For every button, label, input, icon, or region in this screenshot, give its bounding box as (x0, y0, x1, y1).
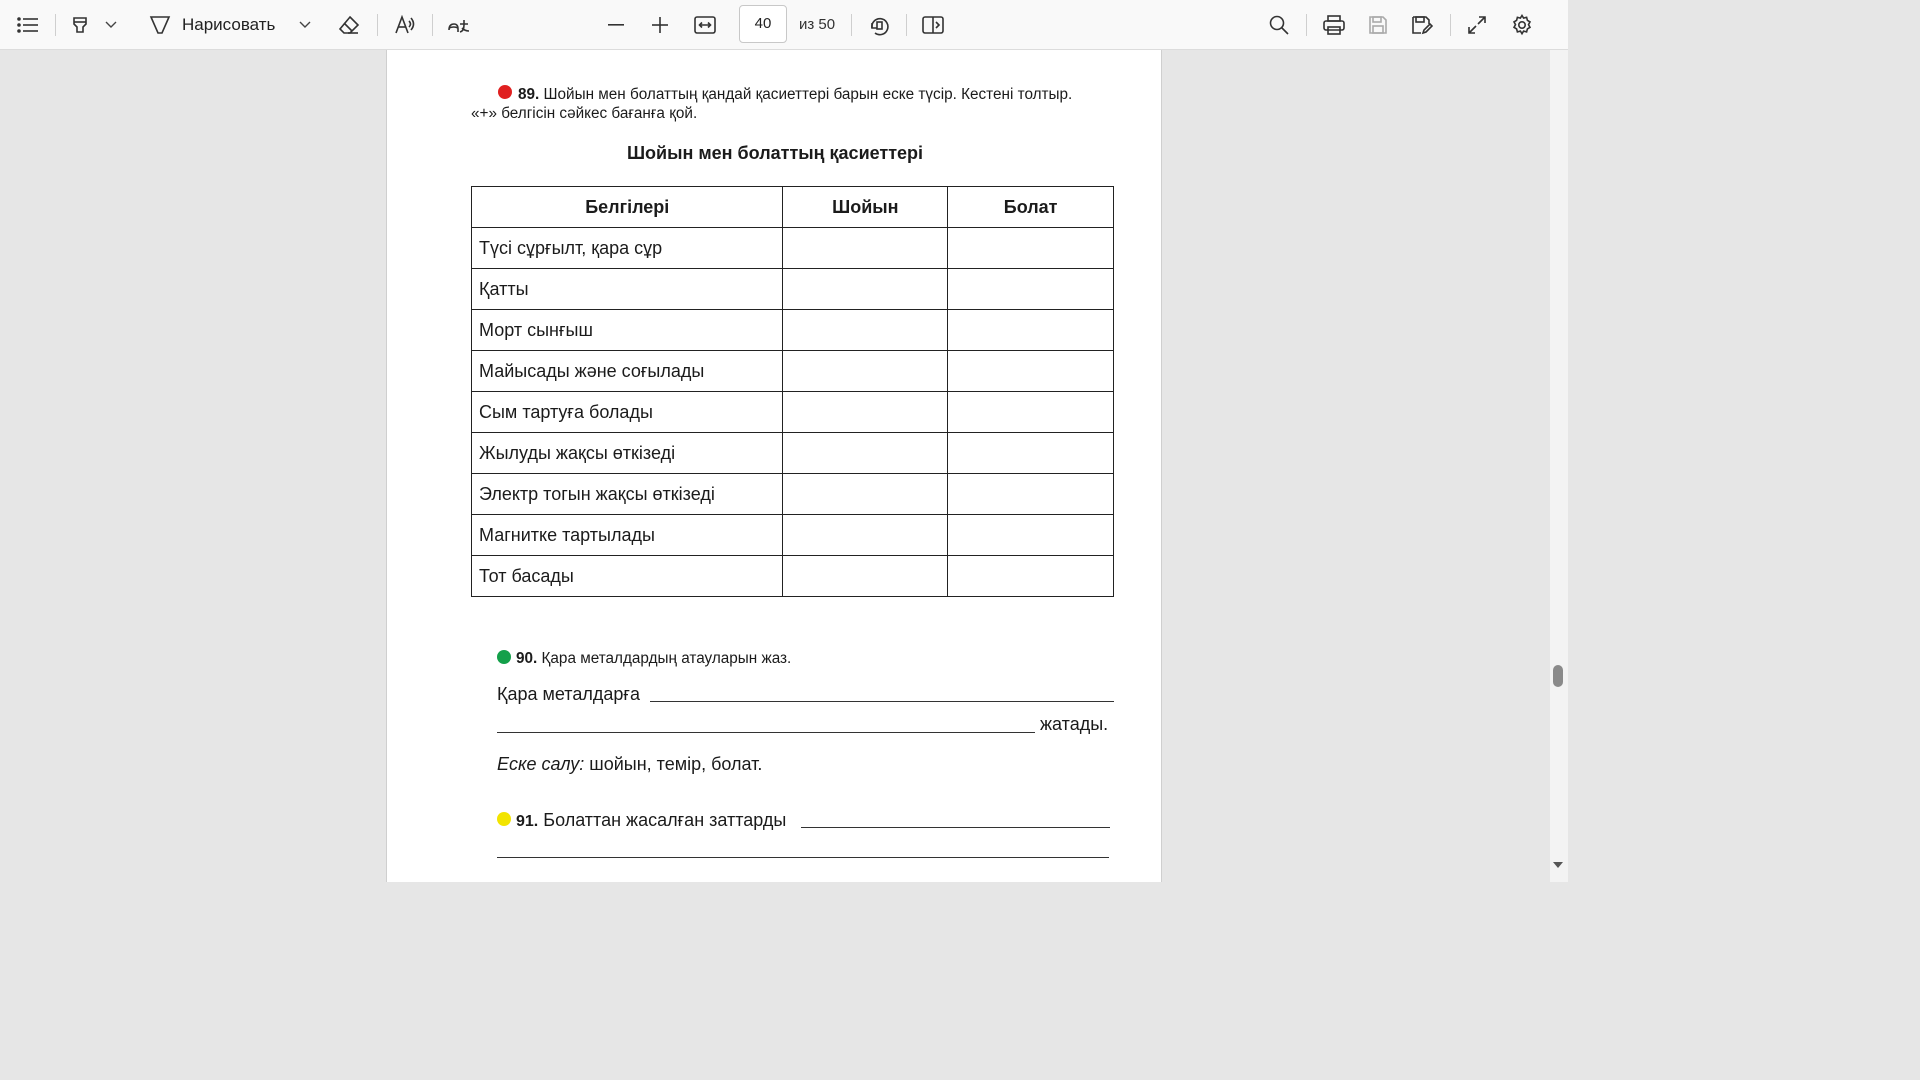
task-90-line (516, 650, 791, 668)
row-label: Электр тогын жақсы өткізеді (472, 474, 783, 515)
contents-icon[interactable] (12, 0, 44, 50)
task-89-text: Шойын мен болаттың қандай қасиеттері барын еске түсір. Кестені толтыр. (543, 86, 1073, 103)
immersive-reader-icon[interactable] (444, 0, 474, 50)
steel-cell (948, 392, 1114, 433)
steel-cell (948, 474, 1114, 515)
fullscreen-icon[interactable] (1462, 0, 1492, 50)
task-91-text: Болаттан жасалған заттарды (543, 810, 787, 830)
search-icon[interactable] (1264, 0, 1294, 50)
answer-line (650, 701, 1114, 702)
row-label: Қатты (472, 269, 783, 310)
answer-line (801, 827, 1110, 828)
row-label: Сым тартуға болады (472, 392, 783, 433)
zoom-out-icon[interactable] (602, 0, 630, 50)
cast-iron-cell (783, 351, 948, 392)
row-label: Түсі сұрғылт, қара сұр (472, 228, 783, 269)
steel-cell (948, 269, 1114, 310)
cast-iron-cell (783, 556, 948, 597)
separator (851, 14, 852, 36)
eraser-icon[interactable] (334, 0, 364, 50)
separator (55, 14, 56, 36)
read-aloud-icon[interactable] (390, 0, 420, 50)
row-label: Майысады және соғылады (472, 351, 783, 392)
cast-iron-cell (783, 228, 948, 269)
steel-cell (948, 433, 1114, 474)
steel-cell (948, 310, 1114, 351)
table-row (472, 310, 1114, 351)
task-90-suffix: жатады. (1040, 714, 1109, 734)
hint-text: шойын, темір, болат. (584, 754, 763, 774)
separator (1450, 14, 1451, 36)
separator (1306, 14, 1307, 36)
rotate-icon[interactable] (864, 0, 894, 50)
answer-line (497, 732, 1035, 733)
highlight-icon[interactable] (66, 0, 94, 50)
scroll-down-arrow-icon[interactable] (1553, 862, 1563, 868)
header-features: Белгілері (472, 187, 783, 228)
cast-iron-cell (783, 433, 948, 474)
task-90-text: Қара металдардың атауларын жаз. (541, 650, 792, 667)
row-label: Морт сынғыш (472, 310, 783, 351)
table-row (472, 269, 1114, 310)
steel-cell (948, 515, 1114, 556)
table-row (472, 556, 1114, 597)
save-icon[interactable] (1363, 0, 1393, 50)
cast-iron-cell (783, 310, 948, 351)
task-91-number: 91. (516, 813, 539, 830)
header-steel: Болат (948, 187, 1114, 228)
page-view-icon[interactable] (918, 0, 948, 50)
row-label: Магнитке тартылады (472, 515, 783, 556)
page-number-input[interactable]: 40 (739, 5, 787, 43)
page-total: из 50 (799, 16, 836, 33)
yellow-dot-icon (497, 812, 511, 826)
steel-cell (948, 556, 1114, 597)
draw-icon (148, 14, 172, 36)
task-89-number: 89. (518, 86, 540, 103)
scrollbar-thumb[interactable] (1553, 665, 1563, 687)
properties-table (471, 186, 1114, 597)
green-dot-icon (497, 650, 511, 664)
table-row (472, 392, 1114, 433)
task-89-line2: «+» белгісін сәйкес бағанға қой. (471, 105, 698, 122)
pdf-page (386, 50, 1162, 882)
separator (432, 14, 433, 36)
task-90-number: 90. (516, 650, 538, 667)
answer-line (497, 857, 1109, 858)
toolbar (0, 0, 1568, 50)
task-89-line1 (518, 86, 1072, 104)
hint-label: Еске салу: (497, 754, 585, 774)
settings-icon[interactable] (1507, 0, 1537, 50)
separator (906, 14, 907, 36)
task-90-prefix: Қара металдарға (497, 684, 640, 704)
chevron-down-icon[interactable] (100, 0, 122, 50)
row-label: Тот басады (472, 556, 783, 597)
table-row (472, 228, 1114, 269)
task-91-line (516, 810, 786, 831)
zoom-in-icon[interactable] (646, 0, 674, 50)
task-90-hint (497, 754, 762, 775)
separator (377, 14, 378, 36)
print-icon[interactable] (1319, 0, 1349, 50)
vertical-scrollbar[interactable] (1550, 50, 1568, 882)
table-row (472, 515, 1114, 556)
draw-label: Нарисовать (182, 15, 276, 34)
table-header-row (472, 187, 1114, 228)
steel-cell (948, 351, 1114, 392)
document-viewer (0, 50, 1550, 882)
table-row (472, 474, 1114, 515)
draw-button[interactable] (148, 0, 298, 50)
red-dot-icon (498, 85, 512, 99)
steel-cell (948, 228, 1114, 269)
cast-iron-cell (783, 474, 948, 515)
table-title: Шойын мен болаттың қасиеттері (626, 143, 924, 163)
cast-iron-cell (783, 392, 948, 433)
save-as-icon[interactable] (1407, 0, 1437, 50)
table-row (472, 351, 1114, 392)
row-label: Жылуды жақсы өткізеді (472, 433, 783, 474)
chevron-down-icon[interactable] (294, 0, 316, 50)
cast-iron-cell (783, 515, 948, 556)
table-row (472, 433, 1114, 474)
fit-width-icon[interactable] (690, 0, 720, 50)
header-cast-iron: Шойын (783, 187, 948, 228)
cast-iron-cell (783, 269, 948, 310)
